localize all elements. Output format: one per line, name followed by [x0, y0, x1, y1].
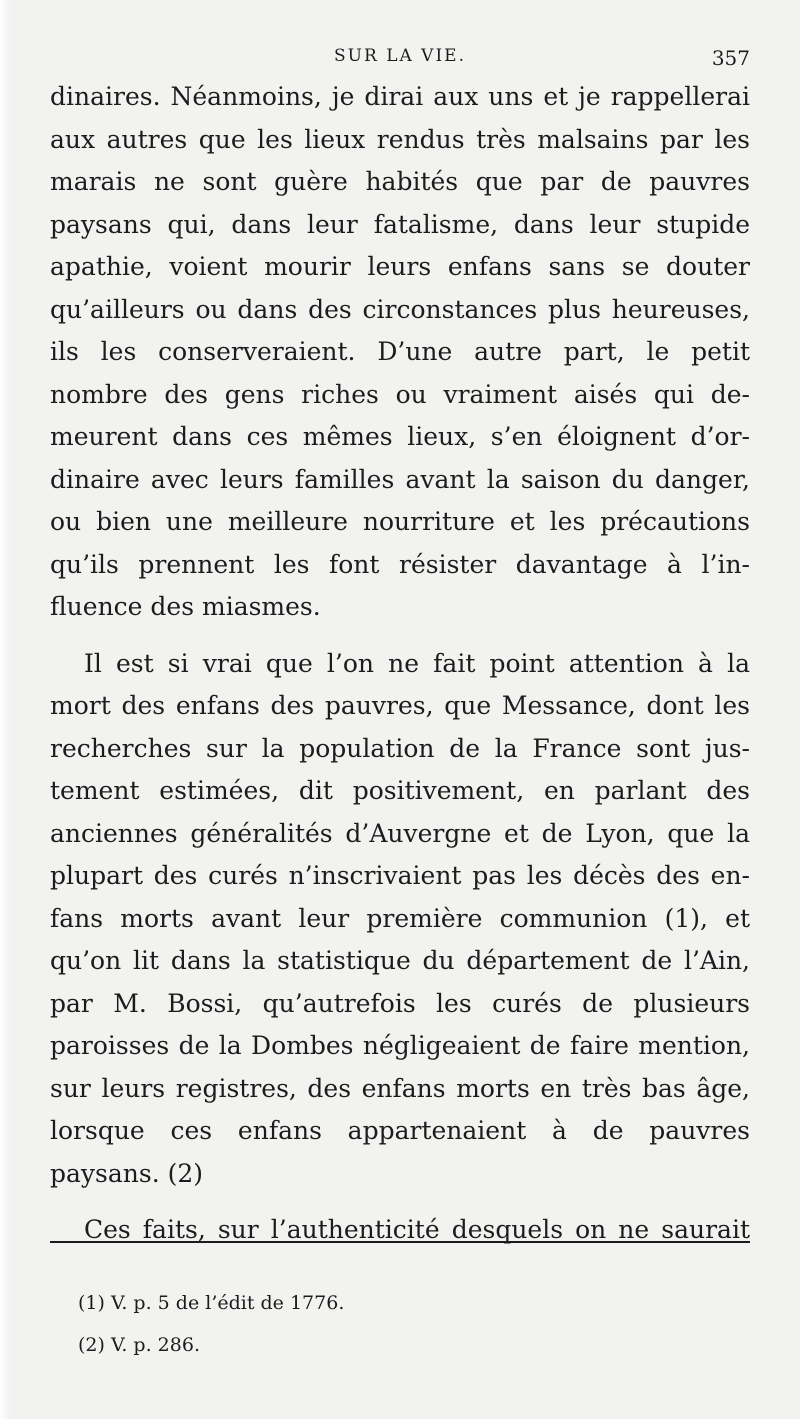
text-line: mort des enfans des pauvres, que Messance, dont les — [50, 691, 750, 720]
paragraph-gap — [50, 629, 750, 643]
text-line: dinaires. Néanmoins, je dirai aux uns et je rappellerai — [50, 82, 750, 111]
text-line: apathie, voient mourir leurs enfans sans se douter — [50, 252, 750, 281]
footnote: (2) V. p. 286. — [78, 1334, 200, 1356]
text-line: ils les conserveraient. D’une autre part, le petit — [50, 337, 750, 366]
text-line: qu’on lit dans la statistique du département de l’Ain, — [50, 946, 750, 975]
text-line: lorsque ces enfans appartenaient à de pauvres — [50, 1116, 750, 1145]
text-line: meurent dans ces mêmes lieux, s’en éloignent d’or- — [50, 422, 750, 451]
text-line: ou bien une meilleure nourriture et les précautions — [50, 507, 750, 536]
text-line: Ces faits, sur l’authenticité desquels on ne saurait — [84, 1215, 750, 1244]
text-line: qu’ailleurs ou dans des circonstances plus heureuses, — [50, 294, 750, 324]
footnote-rule — [50, 1241, 750, 1243]
text-line: paysans. (2) — [50, 1158, 204, 1188]
running-head: SUR LA VIE. — [334, 46, 466, 66]
text-line: fans morts avant leur première communion (1), et — [50, 903, 750, 933]
paragraph — [50, 643, 750, 1196]
text-line: anciennes généralités d’Auvergne et de Lyon, que la — [50, 818, 750, 848]
footnote: (1) V. p. 5 de l’édit de 1776. — [78, 1292, 345, 1314]
body-text — [50, 76, 750, 1252]
text-line: marais ne sont guère habités que par de pauvres — [50, 167, 750, 196]
text-line: aux autres que les lieux rendus très malsains par les — [50, 124, 750, 154]
text-line: fluence des miasmes. — [50, 592, 321, 621]
paragraph — [50, 76, 750, 629]
paragraph-gap — [50, 1195, 750, 1209]
text-line: dinaire avec leurs familles avant la saison du danger, — [50, 464, 750, 494]
text-line: recherches sur la population de la France sont jus- — [50, 733, 750, 763]
text-line: par M. Bossi, qu’autrefois les curés de plusieurs — [50, 988, 750, 1018]
text-line: tement estimées, dit positivement, en parlant des — [50, 776, 750, 805]
paragraph — [50, 1209, 750, 1252]
text-line: nombre des gens riches ou vraiment aisés qui de- — [50, 379, 750, 409]
text-line: paysans qui, dans leur fatalisme, dans leur stupide — [50, 209, 750, 239]
text-line: sur leurs registres, des enfans morts en très bas âge, — [50, 1073, 750, 1103]
text-line: paroisses de la Dombes négligeaient de faire mention, — [50, 1031, 750, 1060]
text-line: Il est si vrai que l’on ne fait point attention à la — [84, 648, 750, 678]
text-line: plupart des curés n’inscrivaient pas les décès des en- — [50, 861, 750, 890]
text-line: qu’ils prennent les font résister davantage à l’in- — [50, 549, 750, 579]
page-number: 357 — [711, 46, 750, 70]
footnotes — [78, 1282, 344, 1366]
page-header — [50, 44, 750, 74]
